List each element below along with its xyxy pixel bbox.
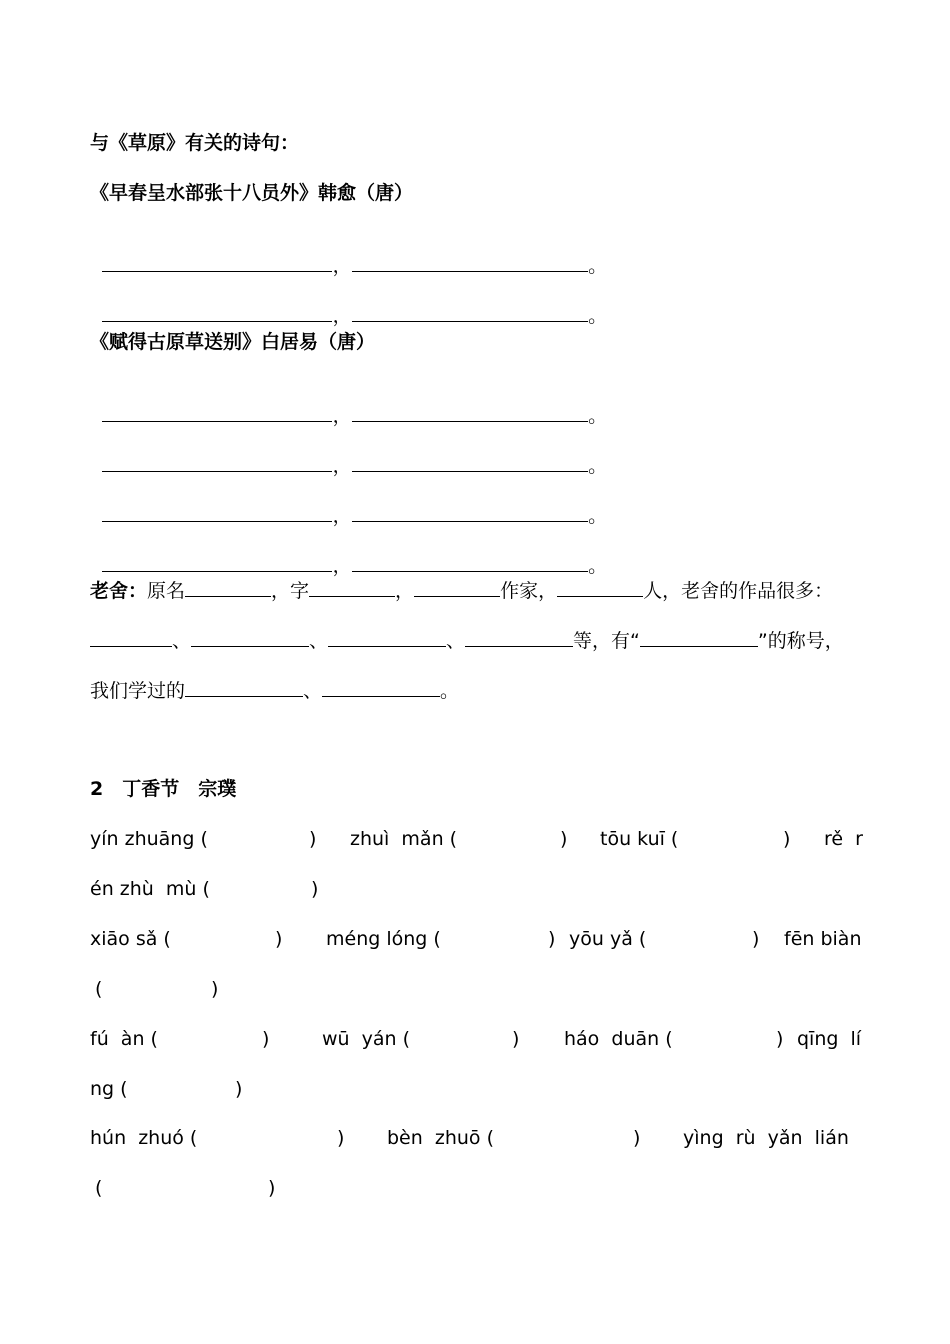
pinyin-close: ) — [633, 1127, 641, 1149]
answer-line: ， 。 — [90, 429, 607, 478]
blank-field[interactable] — [185, 678, 303, 697]
blank-field[interactable] — [102, 403, 332, 422]
blank-field[interactable] — [309, 578, 395, 597]
pinyin-close: ) — [776, 1028, 784, 1050]
answer-line: ， 。 — [90, 479, 607, 528]
section-2-heading: 2 丁香节 宗璞 — [90, 778, 237, 800]
pinyin-item: rě r — [824, 828, 863, 850]
answer-line: ， 。 — [90, 229, 607, 278]
pinyin-close: ) — [262, 1028, 270, 1050]
pinyin-item: yín zhuāng ( — [90, 828, 208, 850]
blank-field[interactable] — [185, 578, 271, 597]
pinyin-close: ) — [211, 978, 219, 1000]
blank-field[interactable] — [352, 553, 588, 572]
blank-field[interactable] — [102, 253, 332, 272]
pinyin-close: ) — [311, 878, 319, 900]
pinyin-item: ng ( — [90, 1078, 128, 1100]
poem-title-2: 《赋得古原草送别》白居易（唐） — [90, 331, 376, 353]
poem-title-1: 《早春呈水部张十八员外》韩愈（唐） — [90, 182, 414, 204]
pinyin-item: yìng rù yǎn lián — [683, 1127, 849, 1149]
laoshe-line-1: 老舍：原名 ，字 ， 作家， 人，老舍的作品很多： — [90, 580, 834, 602]
blank-field[interactable] — [90, 628, 172, 647]
blank-field[interactable] — [352, 403, 588, 422]
answer-line: ， 。 — [90, 279, 607, 328]
blank-field[interactable] — [322, 678, 440, 697]
laoshe-line-2: 、 、 、 等，有“ ”的称号， — [90, 628, 844, 653]
pinyin-item: háo duān ( — [564, 1028, 673, 1050]
pinyin-item: fēn biàn — [784, 928, 862, 950]
blank-field[interactable] — [414, 578, 500, 597]
blank-field[interactable] — [328, 628, 446, 647]
pinyin-item: xiāo sǎ ( — [90, 928, 171, 950]
blank-field[interactable] — [352, 253, 588, 272]
pinyin-close: ) — [309, 828, 317, 850]
pinyin-close: ) — [337, 1127, 345, 1149]
pinyin-close: ) — [752, 928, 760, 950]
blank-field[interactable] — [102, 553, 332, 572]
blank-field[interactable] — [102, 503, 332, 522]
blank-field[interactable] — [352, 303, 588, 322]
pinyin-item: tōu kuī ( — [600, 828, 679, 850]
pinyin-open: ( — [95, 978, 103, 1000]
pinyin-item: yōu yǎ ( — [569, 928, 647, 950]
pinyin-item: zhuì mǎn ( — [350, 828, 458, 850]
blank-field[interactable] — [352, 503, 588, 522]
blank-field[interactable] — [465, 628, 573, 647]
blank-field[interactable] — [640, 628, 758, 647]
pinyin-item: wū yán ( — [322, 1028, 411, 1050]
blank-field[interactable] — [102, 303, 332, 322]
pinyin-close: ) — [548, 928, 556, 950]
section-heading: 与《草原》有关的诗句： — [90, 132, 300, 154]
pinyin-close: ) — [235, 1078, 243, 1100]
blank-field[interactable] — [352, 453, 588, 472]
pinyin-open: ( — [95, 1177, 103, 1199]
pinyin-item: én zhù mù ( — [90, 878, 210, 900]
pinyin-item: hún zhuó ( — [90, 1127, 198, 1149]
pinyin-close: ) — [560, 828, 568, 850]
pinyin-close: ) — [512, 1028, 520, 1050]
answer-line: ， 。 — [90, 529, 607, 578]
pinyin-item: bèn zhuō ( — [387, 1127, 495, 1149]
pinyin-item: fú àn ( — [90, 1028, 158, 1050]
pinyin-close: ) — [783, 828, 791, 850]
answer-line: ， 。 — [90, 379, 607, 428]
blank-field[interactable] — [191, 628, 309, 647]
pinyin-close: ) — [275, 928, 283, 950]
pinyin-item: qīng lí — [797, 1028, 862, 1050]
laoshe-line-3: 我们学过的 、 。 — [90, 680, 460, 702]
blank-field[interactable] — [557, 578, 643, 597]
blank-field[interactable] — [102, 453, 332, 472]
pinyin-close: ) — [268, 1177, 276, 1199]
pinyin-item: méng lóng ( — [326, 928, 441, 950]
